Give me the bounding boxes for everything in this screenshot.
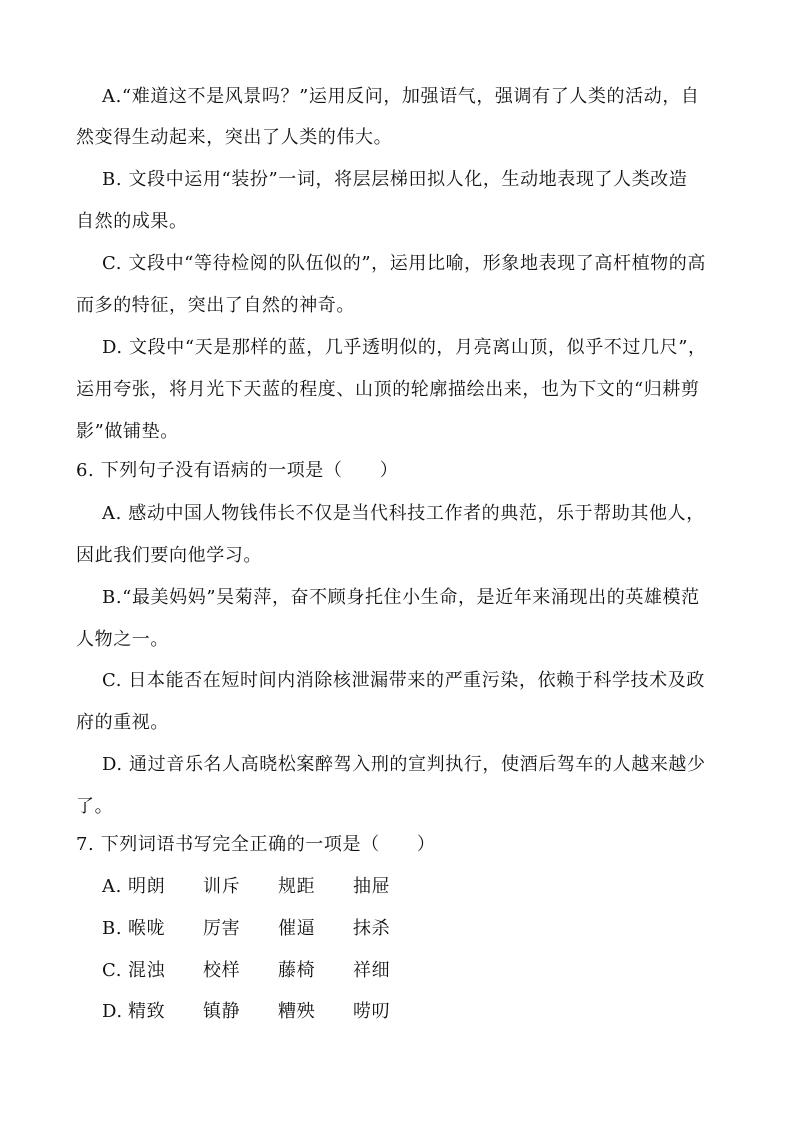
q6-option-b-line1: B.“最美妈妈”吴菊萍，奋不顾身托住小生命，是近年来涌现出的英雄模范: [102, 587, 700, 608]
q5-option-d-line2: 运用夸张，将月光下天蓝的程度、山顶的轮廓描绘出来，也为下文的“归耕剪: [76, 379, 700, 400]
q6-stem: 6. 下列句子没有语病的一项是（ ）: [76, 460, 399, 481]
q6-option-c-line2: 府的重视。: [76, 712, 169, 733]
q7-stem: 7. 下列词语书写完全正确的一项是（ ）: [76, 834, 436, 855]
q7-option-label: A.: [102, 876, 122, 897]
q6-option-b-line2: 人物之一。: [76, 629, 169, 650]
q5-option-c-line2: 而多的特征，突出了自然的神奇。: [76, 295, 355, 316]
q7-option-word: 规距: [278, 876, 316, 897]
q7-option-row: [102, 914, 422, 944]
q7-option-row: [102, 872, 422, 902]
q7-option-word: 藤椅: [278, 960, 316, 981]
q5-option-a-line1: A.“难道这不是风景吗？”运用反问，加强语气，强调有了人类的活动，自: [102, 86, 700, 107]
q7-option-word: 混浊: [128, 960, 166, 981]
q7-option-word: 唠叨: [353, 1001, 391, 1022]
q5-option-b-line2: 自然的成果。: [76, 211, 188, 232]
q5-option-a-line2: 然变得生动起来，突出了人类的伟大。: [76, 127, 393, 148]
q7-option-word: 抽屉: [353, 876, 391, 897]
q5-option-d-line3: 影”做铺垫。: [76, 421, 179, 442]
q7-option-word: 训斥: [203, 876, 241, 897]
q7-option-word: 精致: [128, 1001, 166, 1022]
q7-option-word: 催逼: [278, 918, 316, 939]
q7-option-word: 抹杀: [353, 918, 391, 939]
q7-option-row: [102, 997, 422, 1027]
q7-option-label: B.: [102, 918, 123, 939]
q5-option-b-line1: B. 文段中运用“装扮”一词，将层层梯田拟人化，生动地表现了人类改造: [102, 169, 688, 190]
q7-option-word: 镇静: [203, 1001, 241, 1022]
q6-option-a-line1: A. 感动中国人物钱伟长不仅是当代科技工作者的典范，乐于帮助其他人，: [102, 503, 705, 524]
q7-option-word: 糟殃: [278, 1001, 316, 1022]
q7-option-word: 明朗: [128, 876, 166, 897]
q6-option-d-line2: 了。: [76, 796, 114, 817]
q5-option-d-line1: D. 文段中“天是那样的蓝，几乎透明似的，月亮离山顶，似乎不过几尺”，: [102, 337, 707, 358]
q6-option-c-line1: C. 日本能否在短时间内消除核泄漏带来的严重污染，依赖于科学技术及政: [102, 670, 705, 691]
q7-option-word: 厉害: [203, 918, 241, 939]
q7-option-word: 喉咙: [128, 918, 166, 939]
q5-option-c-line1: C. 文段中“等待检阅的队伍似的”，运用比喻，形象地表现了高杆植物的高: [102, 253, 706, 274]
q7-option-label: C.: [102, 960, 123, 981]
q7-option-word: 祥细: [353, 960, 391, 981]
q7-option-row: [102, 956, 422, 986]
q7-option-word: 校样: [203, 960, 241, 981]
q6-option-d-line1: D. 通过音乐名人高晓松案醉驾入刑的宣判执行，使酒后驾车的人越来越少: [102, 754, 706, 775]
q6-option-a-line2: 因此我们要向他学习。: [76, 545, 262, 566]
q7-option-label: D.: [102, 1001, 123, 1022]
